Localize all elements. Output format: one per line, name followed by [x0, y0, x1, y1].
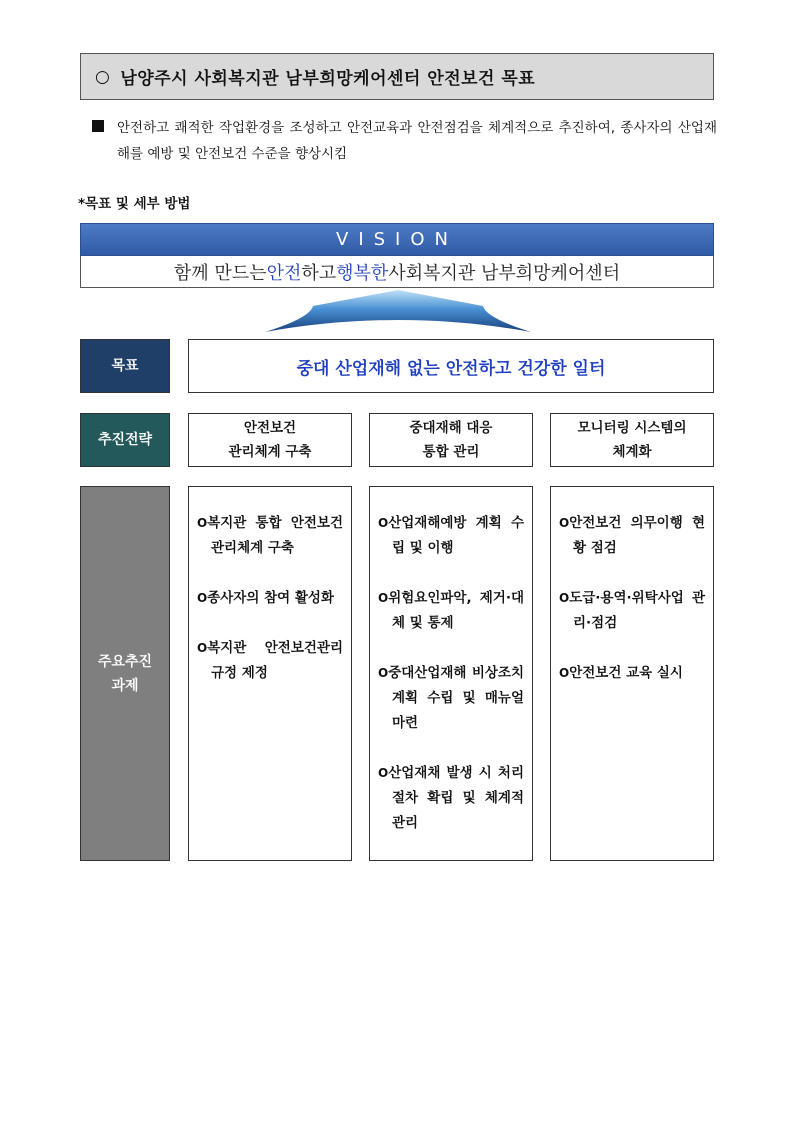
task-item: O안전보건 의무이행 현황 점검: [559, 515, 705, 556]
task-column: [188, 486, 352, 861]
tasks-label: [80, 486, 170, 861]
vision-text-2: 하고: [301, 262, 337, 284]
vision-header: VISION: [80, 223, 714, 256]
task-column: [369, 486, 533, 861]
task-item: O안전보건 교육 실시: [559, 665, 683, 681]
task-column: [550, 486, 714, 861]
strategy-label: 추진전략: [80, 413, 170, 467]
page-title: 남양주시 사회복지관 남부희망케어센터 안전보건 목표: [120, 69, 536, 89]
title-box: [80, 53, 714, 100]
strategy-line: 체계화: [612, 444, 652, 460]
task-item: O산업재채 발생 시 처리 절차 확립 및 체계적 관리: [378, 765, 524, 831]
tasks-label-line: 주요추진: [97, 653, 153, 670]
vision-statement: [80, 256, 714, 288]
up-arrow-icon: [265, 290, 531, 334]
title-marker: ○: [95, 66, 111, 87]
vision-text-1: 함께 만드는: [173, 262, 267, 284]
strategy-item: [550, 413, 714, 467]
vision-keyword-safety: 안전: [266, 262, 302, 284]
task-item: O위험요인파악, 제거·대체 및 통제: [378, 590, 524, 631]
section-label: *목표 및 세부 방법: [78, 196, 191, 212]
strategy-line: 중대재해 대응: [409, 420, 493, 436]
square-bullet-icon: [92, 120, 104, 132]
tasks-label-line: 과제: [111, 677, 139, 694]
task-item: O복지관 통합 안전보건관리체계 구축: [197, 515, 343, 556]
strategy-item: [188, 413, 352, 467]
intro-bullet: [92, 115, 717, 167]
task-item: O중대산업재해 비상조치계획 수립 및 매뉴얼 마련: [378, 665, 524, 731]
task-item: O도급·용역·위탁사업 관리·점검: [559, 590, 705, 631]
task-item: O복지관 안전보건관리 규정 제정: [197, 640, 343, 681]
strategy-line: 통합 관리: [422, 444, 480, 460]
intro-text: 안전하고 쾌적한 작업환경을 조성하고 안전교육과 안전점검을 체계적으로 추진하여, 종사자의 산업재해를 예방 및 안전보건 수준을 향상시킴: [117, 120, 717, 162]
vision-keyword-happy: 행복한: [336, 262, 389, 284]
strategy-line: 관리체계 구축: [228, 444, 312, 460]
goal-label: 목표: [80, 339, 170, 393]
vision-text-3: 사회복지관 남부희망케어센터: [388, 262, 621, 284]
task-item: O산업재해예방 계획 수립 및 이행: [378, 515, 524, 556]
strategy-line: 안전보건: [243, 420, 297, 436]
goal-text: 중대 산업재해 없는 안전하고 건강한 일터: [188, 339, 714, 393]
strategy-item: [369, 413, 533, 467]
strategy-line: 모니터링 시스템의: [577, 420, 687, 436]
task-item: O종사자의 참여 활성화: [197, 590, 334, 606]
